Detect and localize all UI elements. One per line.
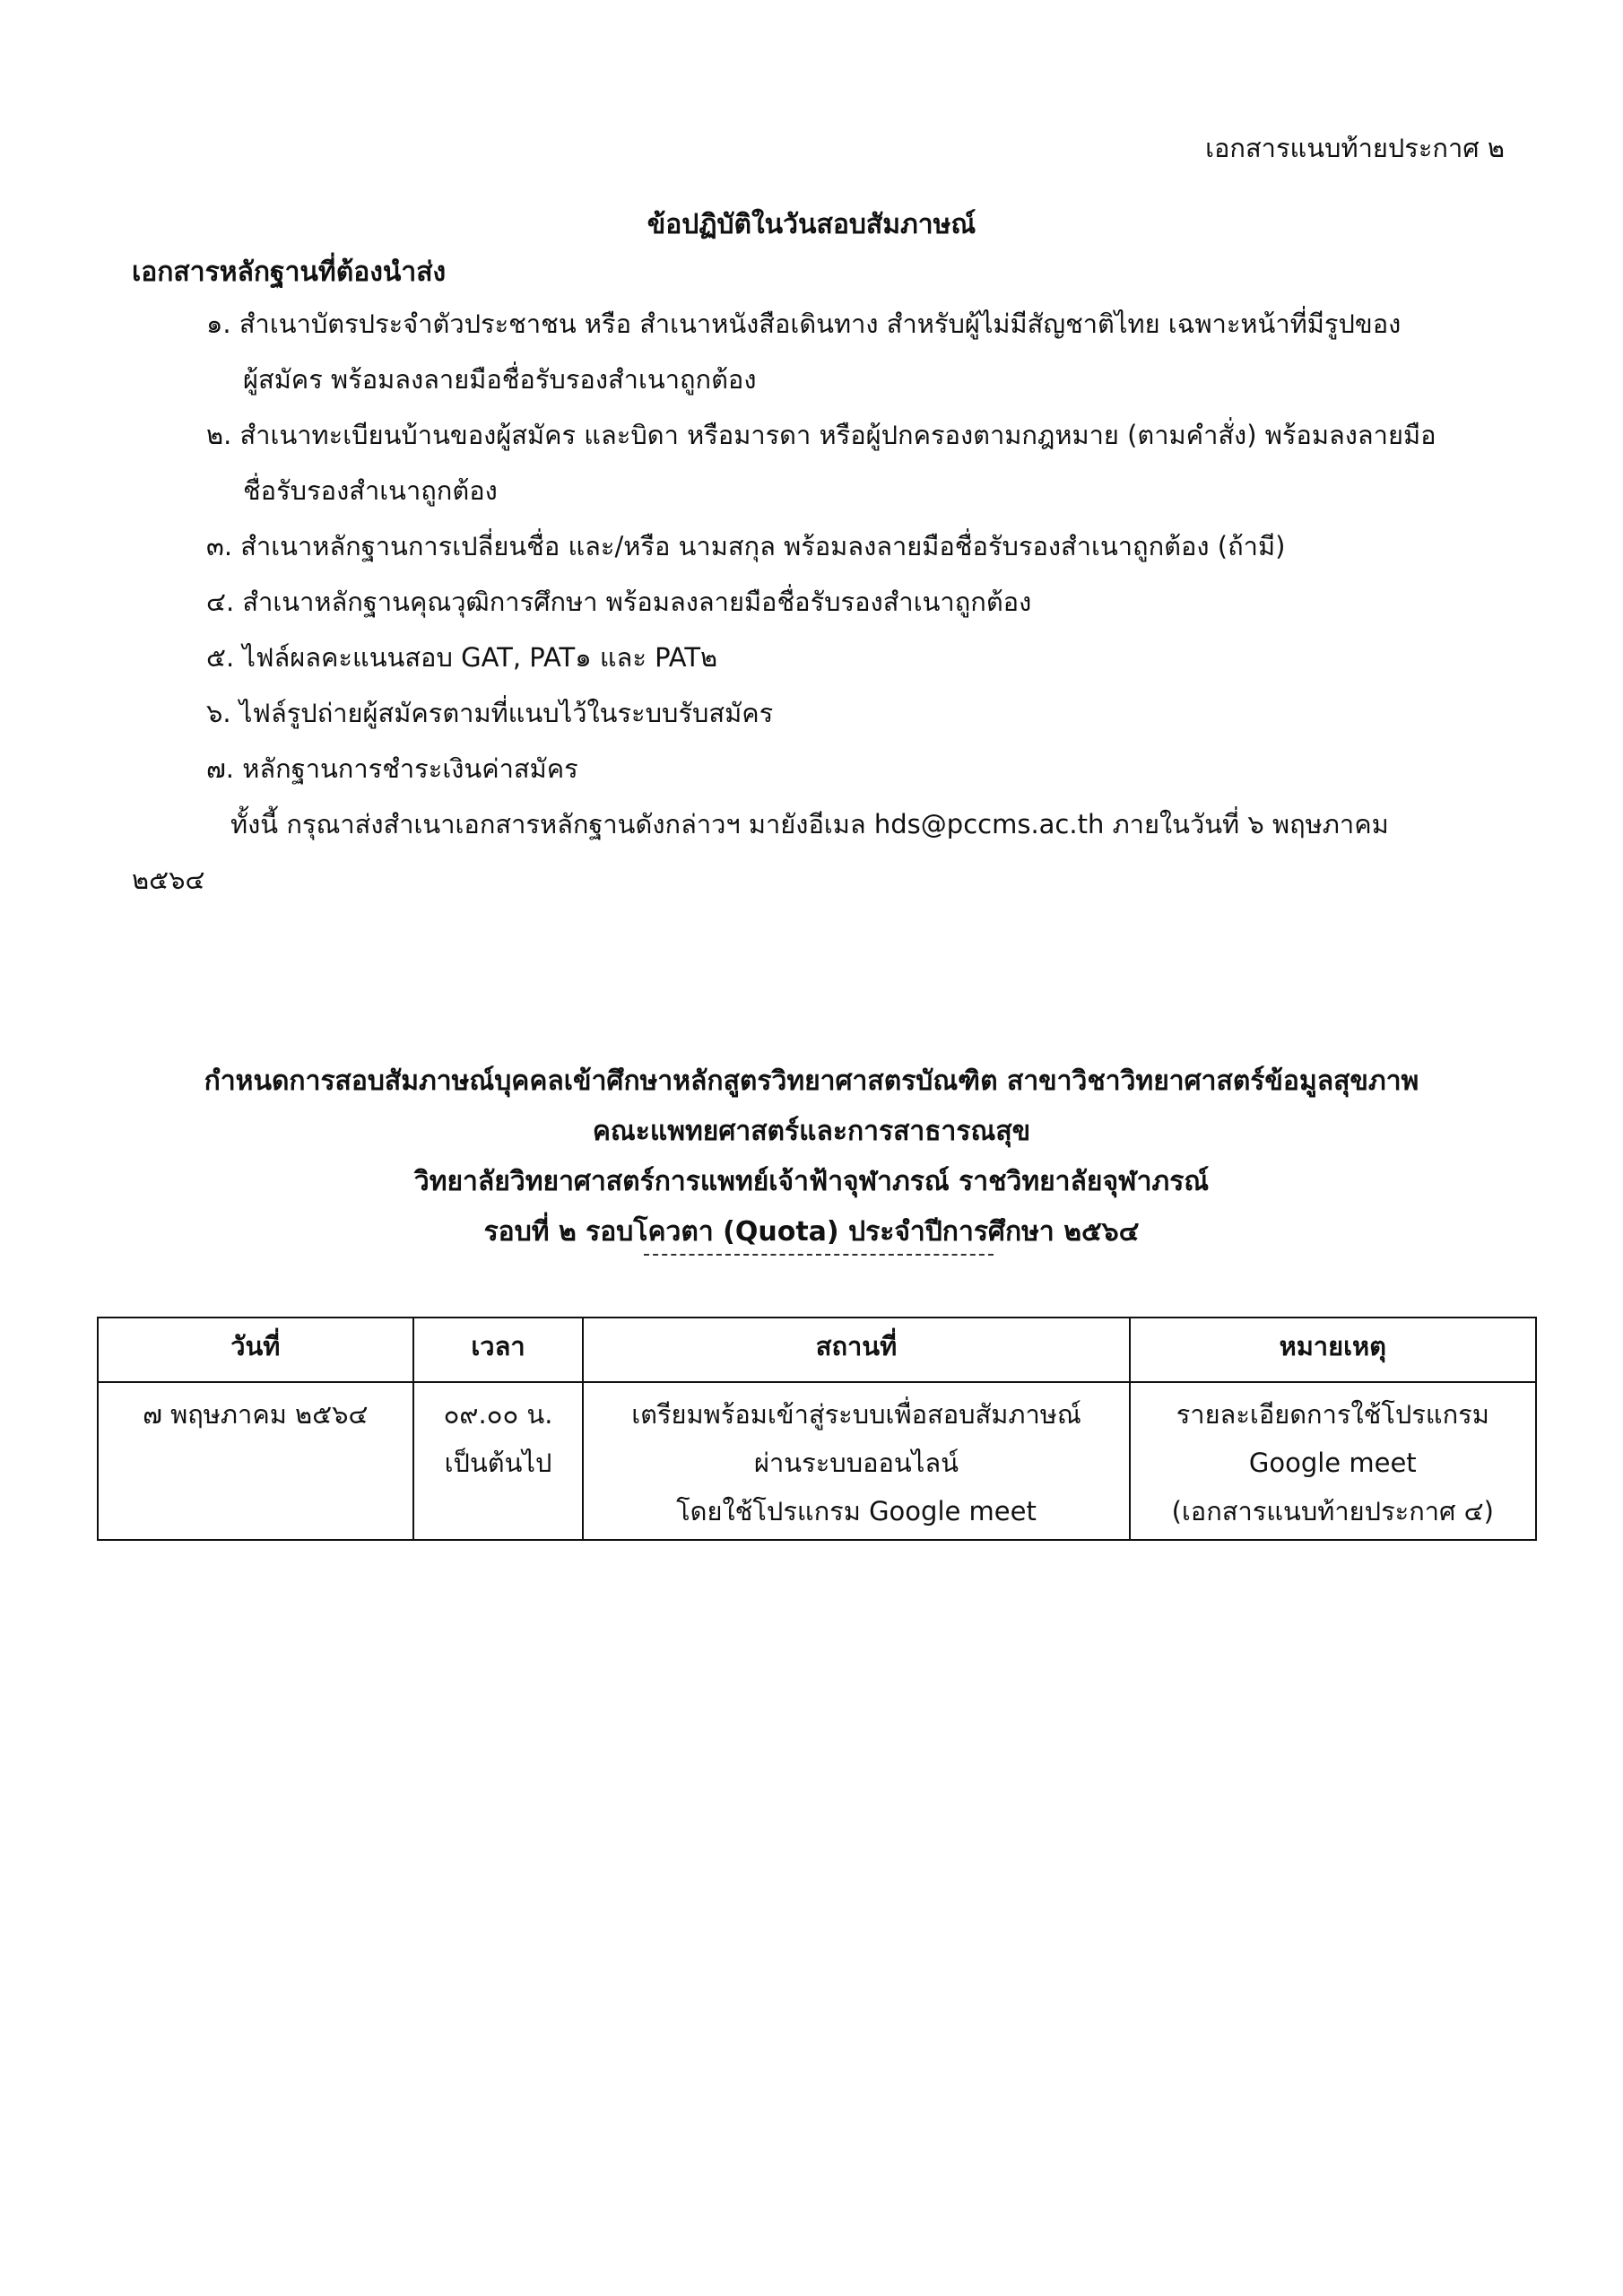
date-text: ๗ พฤษภาคม ๒๕๖๔ xyxy=(143,1399,369,1430)
list-item-line: ๕. ไฟล์ผลคะแนนสอบ GAT, PAT๑ และ PAT๒ xyxy=(206,642,718,673)
schedule-heading xyxy=(0,1057,1623,1257)
list-item-continuation: ผู้สมัคร พร้อมลงลายมือชื่อรับรองสำเนาถูกต้อง xyxy=(243,364,757,395)
schedule-line: รอบที่ ๒ รอบโควตา (Quota) ประจำปีการศึกษา ๒๕๖๔ xyxy=(483,1216,1140,1248)
table-header-row xyxy=(98,1318,1536,1382)
list-item xyxy=(132,630,1513,685)
table-row xyxy=(98,1382,1536,1540)
list-item xyxy=(132,518,1513,574)
time-line: ๐๙.๐๐ น. xyxy=(443,1399,553,1430)
cell-place xyxy=(583,1382,1129,1540)
list-item-line: ๗. หลักฐานการชำระเงินค่าสมัคร xyxy=(206,753,578,784)
remark-line: Google meet xyxy=(1248,1448,1417,1478)
schedule-table xyxy=(97,1317,1537,1541)
place-line: โดยใช้โปรแกรม Google meet xyxy=(676,1496,1037,1526)
list-item-continuation: ชื่อรับรองสำเนาถูกต้อง xyxy=(243,475,498,506)
list-item xyxy=(132,407,1513,518)
header-date: วันที่ xyxy=(98,1318,413,1382)
list-item xyxy=(132,574,1513,630)
list-item xyxy=(132,296,1513,407)
cell-remark xyxy=(1130,1382,1536,1540)
list-item-line: ๔. สำเนาหลักฐานคุณวุฒิการศึกษา พร้อมลงลายมือชื่อรับรองสำเนาถูกต้อง xyxy=(206,587,1032,617)
schedule-line: คณะแพทยศาสตร์และการสาธารณสุข xyxy=(592,1116,1031,1147)
submission-note: ทั้งนี้ กรุณาส่งสำเนาเอกสารหลักฐานดังกล่าวฯ มายังอีเมล hds@pccms.ac.th ภายในวันที่ ๖ พฤษภาคม xyxy=(230,809,1389,839)
cell-time xyxy=(413,1382,584,1540)
place-line: ผ่านระบบออนไลน์ xyxy=(754,1448,959,1478)
time-line: เป็นต้นไป xyxy=(444,1448,552,1478)
page-title: ข้อปฏิบัติในวันสอบสัมภาษณ์ xyxy=(647,209,976,240)
header-time: เวลา xyxy=(413,1318,584,1382)
submission-note-year: ๒๕๖๔ xyxy=(132,865,205,895)
cell-date xyxy=(98,1382,413,1540)
dashed-divider xyxy=(644,1254,994,1256)
remark-line: (เอกสารแนบท้ายประกาศ ๔) xyxy=(1171,1496,1494,1526)
place-line: เตรียมพร้อมเข้าสู่ระบบเพื่อสอบสัมภาษณ์ xyxy=(631,1399,1081,1430)
schedule-line: กำหนดการสอบสัมภาษณ์บุคคลเข้าศึกษาหลักสูตรวิทยาศาสตรบัณฑิต สาขาวิชาวิทยาศาสตร์ข้อมูลสุขภาพ xyxy=(204,1065,1419,1097)
annex-label: เอกสารแนบท้ายประกาศ ๒ xyxy=(1205,133,1505,163)
list-item-line: ๒. สำเนาทะเบียนบ้านของผู้สมัคร และบิดา หรือมารดา หรือผู้ปกครองตามกฎหมาย (ตามคำสั่ง) พร้อมลงลายมือ xyxy=(206,420,1436,450)
header-place: สถานที่ xyxy=(583,1318,1129,1382)
documents-heading: เอกสารหลักฐานที่ต้องนำส่ง xyxy=(132,257,447,288)
list-item xyxy=(132,685,1513,741)
header-remark: หมายเหตุ xyxy=(1130,1318,1536,1382)
remark-line: รายละเอียดการใช้โปรแกรม xyxy=(1176,1399,1489,1430)
list-item-line: ๑. สำเนาบัตรประจำตัวประชาชน หรือ สำเนาหนังสือเดินทาง สำหรับผู้ไม่มีสัญชาติไทย เฉพาะหน้าที่มีรูปของ xyxy=(206,309,1402,339)
list-item xyxy=(132,741,1513,796)
list-item-line: ๖. ไฟล์รูปถ่ายผู้สมัครตามที่แนบไว้ในระบบรับสมัคร xyxy=(206,698,774,728)
list-item-line: ๓. สำเนาหลักฐานการเปลี่ยนชื่อ และ/หรือ นามสกุล พร้อมลงลายมือชื่อรับรองสำเนาถูกต้อง (ถ้ามี) xyxy=(206,531,1286,561)
documents-list xyxy=(132,296,1513,908)
schedule-line: วิทยาลัยวิทยาศาสตร์การแพทย์เจ้าฟ้าจุฬาภรณ์ ราชวิทยาลัยจุฬาภรณ์ xyxy=(413,1166,1210,1197)
